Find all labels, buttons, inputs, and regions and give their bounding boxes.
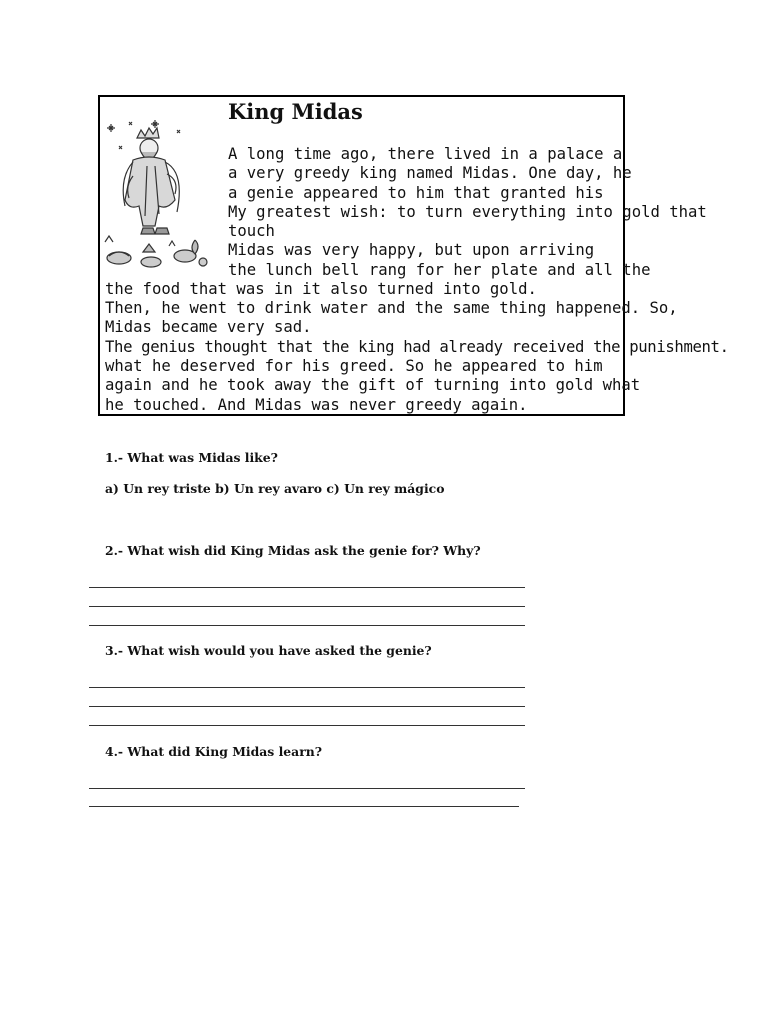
answer-line[interactable] xyxy=(89,606,525,607)
question-3: 3.- What wish would you have asked the genie? xyxy=(105,643,432,658)
story-line: Then, he went to drink water and the same thing happened. So, xyxy=(105,299,678,317)
question-1: 1.- What was Midas like? xyxy=(105,450,278,465)
story-line: the food that was in it also turned into gold. xyxy=(105,280,537,298)
question-2: 2.- What wish did King Midas ask the genie for? Why? xyxy=(105,543,481,558)
story-line: a very greedy king named Midas. One day, he xyxy=(228,164,632,182)
story-line: A long time ago, there lived in a palace a xyxy=(228,145,623,163)
story-line: The genius thought that the king had already received the punishment. xyxy=(105,338,729,356)
story-line: again and he took away the gift of turning into gold what xyxy=(105,376,641,394)
answer-line[interactable] xyxy=(89,625,525,626)
answer-line[interactable] xyxy=(89,587,525,588)
story-line: the lunch bell rang for her plate and all the xyxy=(228,261,651,279)
story-line: he touched. And Midas was never greedy again. xyxy=(105,396,528,414)
answer-line[interactable] xyxy=(89,687,525,688)
story-title: King Midas xyxy=(228,99,363,124)
answer-line[interactable] xyxy=(89,788,525,789)
question-4: 4.- What did King Midas learn? xyxy=(105,744,323,759)
story-line: what he deserved for his greed. So he appeared to him xyxy=(105,357,603,375)
answer-line[interactable] xyxy=(89,725,525,726)
question-1-options: a) Un rey triste b) Un rey avaro c) Un rey mágico xyxy=(105,481,445,496)
story-line: touch xyxy=(228,222,275,240)
story-line: a genie appeared to him that granted his xyxy=(228,184,604,202)
answer-line[interactable] xyxy=(89,806,519,807)
story-line: Midas was very happy, but upon arriving xyxy=(228,241,595,259)
story-line: Midas became very sad. xyxy=(105,318,312,336)
answer-line[interactable] xyxy=(89,706,525,707)
king-midas-illustration xyxy=(103,116,215,272)
story-line: My greatest wish: to turn everything into gold that xyxy=(228,203,707,221)
